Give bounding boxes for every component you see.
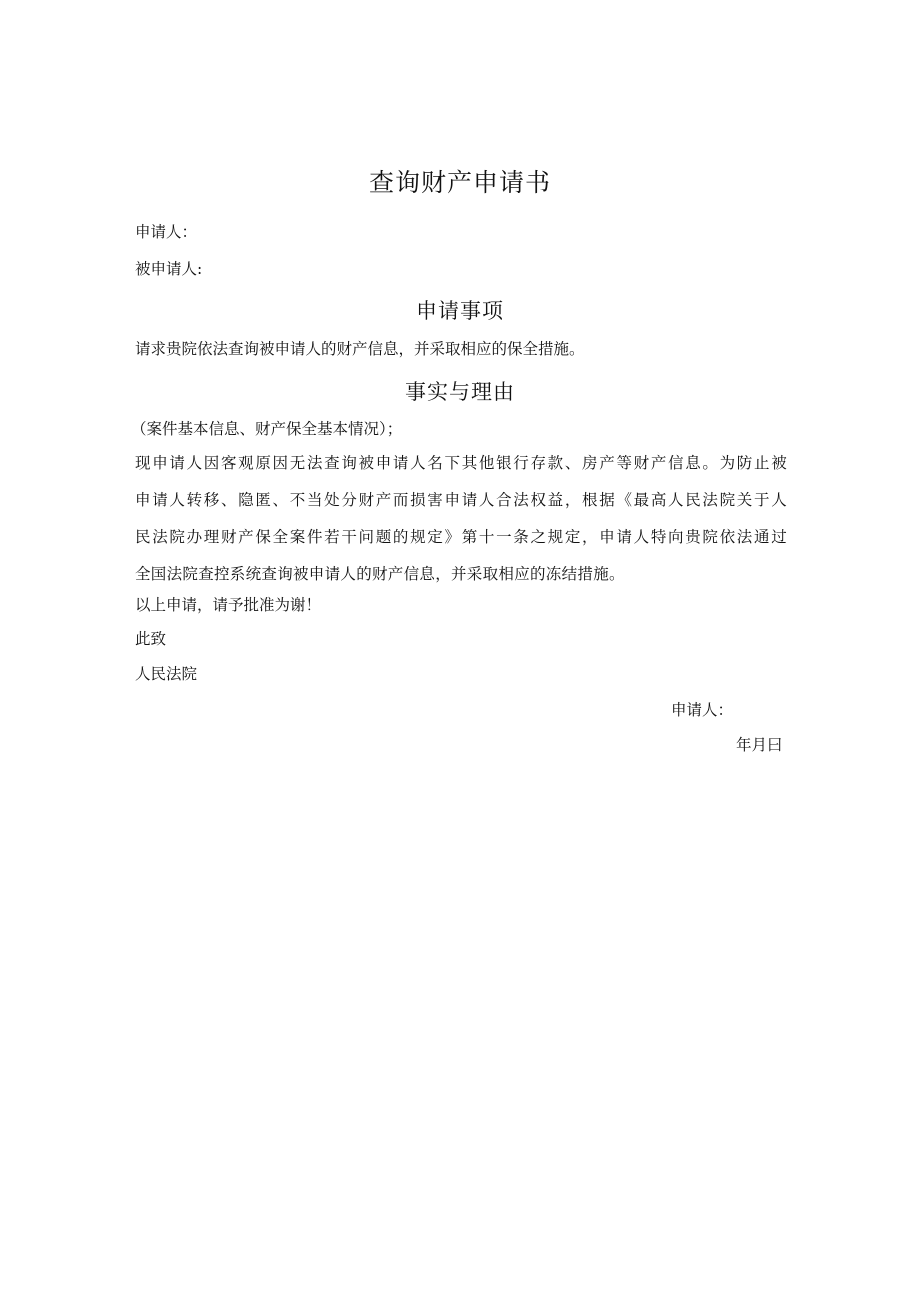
facts-paragraph-row: 申请人转移、隐匿、不当处分财产而损害申请人合法权益，根据《最高人民法院关于人 bbox=[135, 491, 787, 509]
claims-heading: 申请事项 bbox=[416, 299, 504, 323]
closing-request: 以上申请，请予批准为谢！ bbox=[135, 596, 322, 614]
signature-applicant-label: 申请人： bbox=[671, 701, 734, 719]
salutation: 此致 bbox=[135, 630, 167, 648]
respondent-label: 被申请人: bbox=[135, 260, 203, 278]
facts-paragraph-row: 民法院办理财产保全案件若干问题的规定》第十一条之规定，申请人特向贵院依法通过 bbox=[135, 528, 787, 546]
signature-date-label: 年月曰 bbox=[736, 736, 783, 754]
facts-paragraph-row: 现申请人因客观原因无法查询被申请人名下其他银行存款、房产等财产信息。为防止被 bbox=[135, 454, 787, 472]
document-title: 查询财产申请书 bbox=[368, 168, 551, 197]
facts-paragraph bbox=[135, 445, 787, 593]
claims-text: 请求贵院依法查询被申请人的财产信息，并采取相应的保全措施。 bbox=[135, 340, 585, 358]
facts-heading: 事实与理由 bbox=[405, 380, 515, 404]
court-name: 人民法院 bbox=[135, 665, 198, 683]
facts-note: （案件基本信息、财产保全基本情况）； bbox=[131, 420, 403, 438]
facts-paragraph-row: 全国法院查控系统查询被申请人的财产信息，并采取相应的冻结措施。 bbox=[135, 565, 625, 583]
applicant-label: 申请人： bbox=[135, 223, 198, 241]
